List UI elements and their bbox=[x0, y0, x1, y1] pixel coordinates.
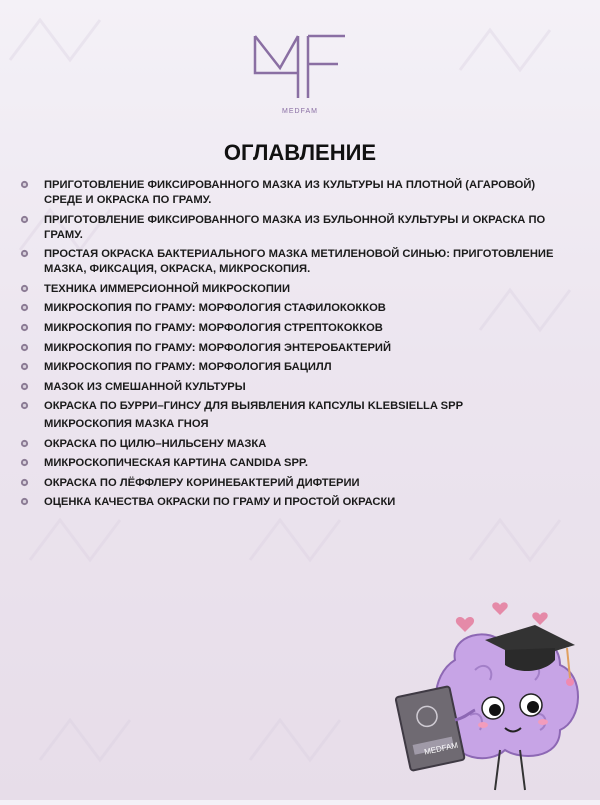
page-title: ОГЛАВЛЕНИЕ bbox=[223, 140, 377, 165]
bullet-icon bbox=[20, 362, 29, 371]
toc-item[interactable]: ПРИГОТОВЛЕНИЕ ФИКСИРОВАННОГО МАЗКА ИЗ КУЛЬТУРЫ НА ПЛОТНОЙ (АГАРОВОЙ) СРЕДЕ И ОКРАСКА ПО ГРАМУ. bbox=[20, 178, 565, 208]
bullet-icon bbox=[20, 478, 29, 487]
toc-item[interactable]: ОКРАСКА ПО ЦИЛЮ–НИЛЬСЕНУ МАЗКА bbox=[20, 437, 565, 452]
brain-mascot-illustration bbox=[395, 600, 595, 800]
toc-item[interactable]: МИКРОСКОПИЯ ПО ГРАМУ: МОРФОЛОГИЯ БАЦИЛЛ bbox=[20, 360, 565, 375]
medfam-logo bbox=[250, 28, 350, 115]
toc-item[interactable]: ОЦЕНКА КАЧЕСТВА ОКРАСКИ ПО ГРАМУ И ПРОСТОЙ ОКРАСКИ bbox=[20, 495, 565, 510]
toc-item[interactable]: МАЗОК ИЗ СМЕШАННОЙ КУЛЬТУРЫ bbox=[20, 380, 565, 395]
bullet-icon bbox=[20, 497, 29, 506]
toc-item[interactable]: ПРОСТАЯ ОКРАСКА БАКТЕРИАЛЬНОГО МАЗКА МЕТИЛЕНОВОЙ СИНЬЮ: ПРИГОТОВЛЕНИЕ МАЗКА, ФИКСАЦИЯ, ОКРАСКА, МИКРОСКОПИЯ. bbox=[20, 247, 565, 277]
bullet-icon bbox=[20, 215, 29, 224]
bullet-icon bbox=[20, 284, 29, 293]
toc-item[interactable]: МИКРОСКОПИЯ МАЗКА ГНОЯ bbox=[44, 417, 209, 430]
toc-item[interactable]: МИКРОСКОПИЧЕСКАЯ КАРТИНА CANDIDA SPP. bbox=[20, 456, 565, 471]
bullet-icon bbox=[20, 343, 29, 352]
toc-item[interactable]: ТЕХНИКА ИММЕРСИОННОЙ МИКРОСКОПИИ bbox=[20, 282, 565, 297]
bullet-icon bbox=[20, 382, 29, 391]
bullet-icon bbox=[20, 180, 29, 189]
toc-item[interactable]: ОКРАСКА ПО БУРРИ–ГИНСУ ДЛЯ ВЫЯВЛЕНИЯ КАПСУЛЫ KLEBSIELLA SPP bbox=[20, 399, 565, 414]
bullet-icon bbox=[20, 303, 29, 312]
table-of-contents bbox=[20, 178, 565, 515]
toc-item[interactable]: МИКРОСКОПИЯ ПО ГРАМУ: МОРФОЛОГИЯ СТАФИЛОКОККОВ bbox=[20, 301, 565, 316]
bullet-icon bbox=[20, 458, 29, 467]
bullet-icon bbox=[20, 401, 29, 410]
bullet-icon bbox=[20, 439, 29, 448]
mf-logo-icon bbox=[250, 28, 350, 106]
book-label: MEDFAM bbox=[423, 740, 459, 757]
toc-item[interactable]: ОКРАСКА ПО ЛЁФФЛЕРУ КОРИНЕБАКТЕРИЙ ДИФТЕРИИ bbox=[20, 476, 565, 491]
toc-item[interactable]: ПРИГОТОВЛЕНИЕ ФИКСИРОВАННОГО МАЗКА ИЗ БУЛЬОННОЙ КУЛЬТУРЫ И ОКРАСКА ПО ГРАМУ. bbox=[20, 213, 565, 243]
logo-text: MEDFAM bbox=[282, 108, 318, 115]
bullet-icon bbox=[20, 323, 29, 332]
toc-item[interactable]: МИКРОСКОПИЯ ПО ГРАМУ: МОРФОЛОГИЯ ЭНТЕРОБАКТЕРИЙ bbox=[20, 341, 565, 356]
bullet-icon bbox=[20, 249, 29, 258]
toc-item[interactable]: МИКРОСКОПИЯ ПО ГРАМУ: МОРФОЛОГИЯ СТРЕПТОКОККОВ bbox=[20, 321, 565, 336]
brain-mascot-icon bbox=[395, 600, 595, 800]
